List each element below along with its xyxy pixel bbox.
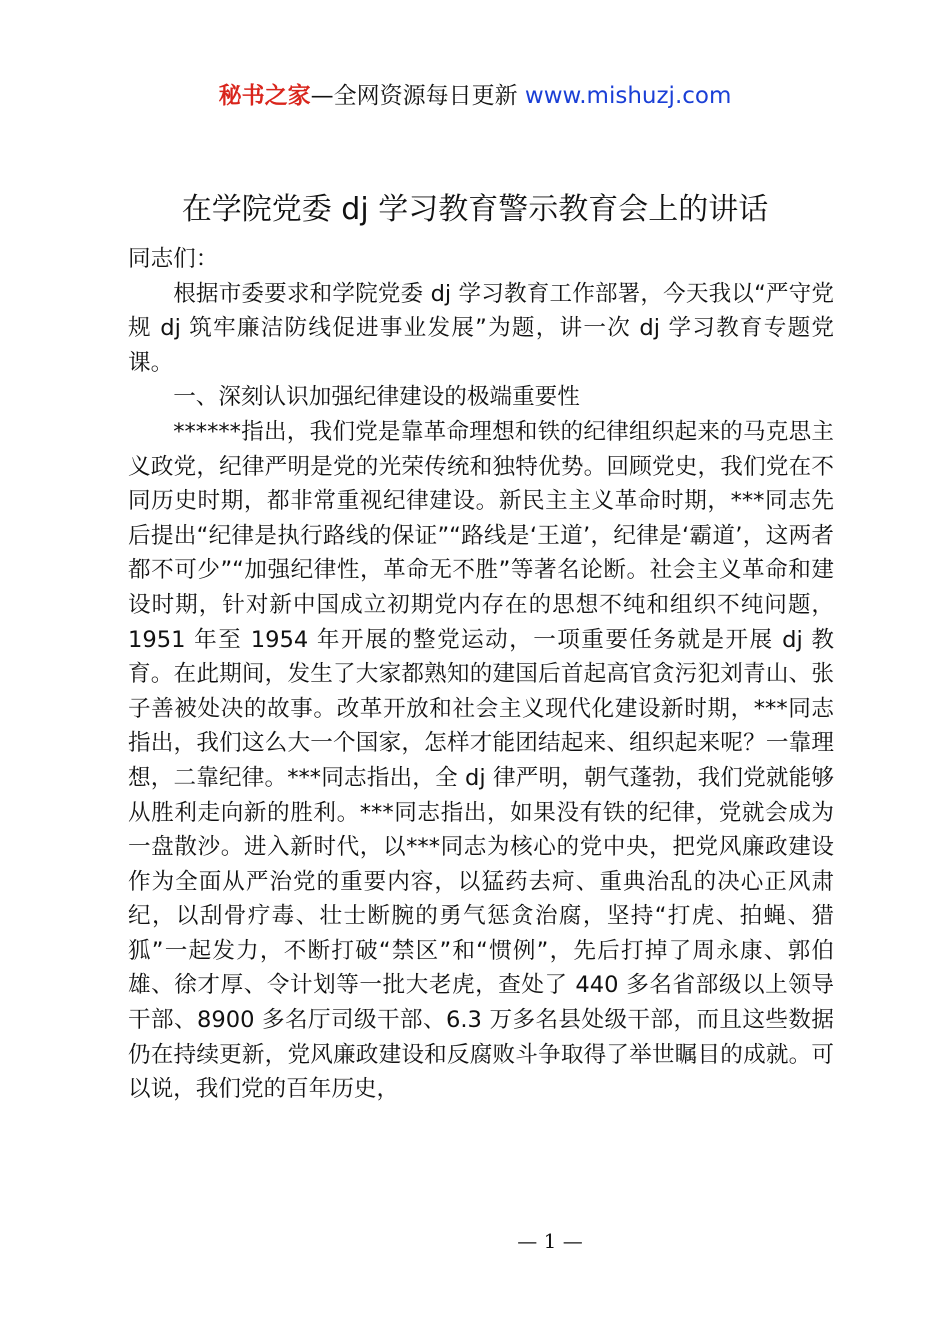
document-body (128, 242, 834, 1107)
page-number: — 1 — (517, 1229, 583, 1253)
site-tagline: —全网资源每日更新 (310, 83, 518, 109)
paragraph-main: ******指出，我们党是靠革命理想和铁的纪律组织起来的马克思主义政党，纪律严明是党的光荣传统和独特优势。回顾党史，我们党在不同历史时期，都非常重视纪律建设。新民主主义革命时期，***同志先后提出“纪律是执行路线的保证”“路线是‘王道’，纪律是‘霸道’，这两者都不可少”“加强纪律性，革命无不胜”等著名论断。社会主义革命和建设时期，针对新中国成立初期党内存在的思想不纯和组织不纯问题，1951 年至 1954 年开展的整党运动，一项重要任务就是开展 dj 教育。在此期间，发生了大家都熟知的建国后首起高官贪污犯刘青山、张子善被处决的故事。改革开放和社会主义现代化建设新时期，***同志指出，我们这么大一个国家，怎样才能团结起来、组织起来呢？一靠理想，二靠纪律。***同志指出，全 dj 律严明，朝气蓬勃，我们党就能够从胜利走向新的胜利。***同志指出，如果没有铁的纪律，党就会成为一盘散沙。进入新时代，以***同志为核心的党中央，把党风廉政建设作为全面从严治党的重要内容，以猛药去疴、重典治乱的决心正风肃纪，以刮骨疗毒、壮士断腕的勇气惩贪治腐，坚持“打虎、拍蝇、猎狐”一起发力，不断打破“禁区”和“惯例”，先后打掉了周永康、郭伯雄、徐才厚、令计划等一批大老虎，查处了 440 多名省部级以上领导干部、8900 多名厅司级干部、6.3 万多名县处级干部，而且这些数据仍在持续更新，党风廉政建设和反腐败斗争取得了举世瞩目的成就。可以说，我们党的百年历史， (128, 418, 834, 1103)
site-header (0, 80, 950, 112)
document-title: 在学院党委 dj 学习教育警示教育会上的讲话 (181, 192, 769, 227)
section-heading: 一、深刻认识加强纪律建设的极端重要性 (173, 384, 580, 411)
site-url[interactable]: www.mishuzj.com (524, 83, 732, 109)
site-brand: 秘书之家 (218, 83, 311, 109)
paragraph-intro: 根据市委要求和学院党委 dj 学习教育工作部署，今天我以“严守党规 dj 筑牢廉洁防线促进事业发展”为题，讲一次 dj 学习教育专题党课。 (128, 280, 834, 376)
salutation: 同志们： (128, 246, 219, 272)
